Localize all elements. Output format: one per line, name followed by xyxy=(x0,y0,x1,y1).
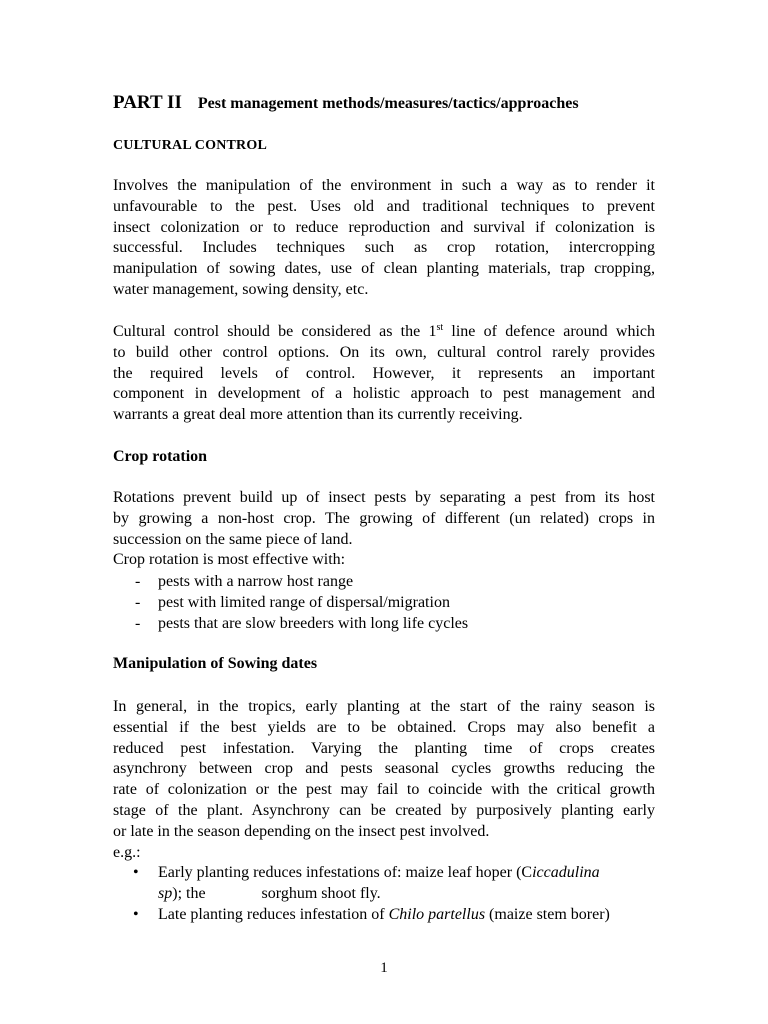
species-abbrev: sp xyxy=(158,884,173,902)
bullet-text: (maize stem borer) xyxy=(485,905,610,923)
paragraph-line: Involves the manipulation of the environment in such a way as to render it xyxy=(113,177,655,194)
list-item-text: pests that are slow breeders with long life cycles xyxy=(158,614,469,632)
cultural-control-paragraph-1 xyxy=(113,176,655,301)
bullet-item xyxy=(113,863,655,905)
paragraph-line: warrants a great deal more attention than its currently receiving. xyxy=(113,406,523,424)
bullet-marker: • xyxy=(133,905,139,923)
cultural-control-paragraph-2 xyxy=(113,322,655,426)
bullet-text: Early planting reduces infestations of: maize leaf hoper (C xyxy=(158,864,533,881)
paragraph-line: successful. Includes techniques such as crop rotation, intercropping xyxy=(113,239,655,257)
dash-marker: - xyxy=(135,614,141,632)
paragraph-line: unfavourable to the pest. Uses old and traditional techniques to prevent xyxy=(113,197,655,215)
paragraph-text: line of defence around which xyxy=(443,323,655,340)
part-heading xyxy=(113,92,579,114)
eg-label: e.g.: xyxy=(113,843,141,861)
species-name: iccadulina xyxy=(532,864,600,881)
dash-marker: - xyxy=(135,593,141,611)
paragraph-line: reduced pest infestation. Varying the planting time of crops creates xyxy=(113,739,655,757)
part-title: Pest management methods/measures/tactics/approaches xyxy=(197,95,579,112)
paragraph-line xyxy=(113,322,655,343)
bullet-text: Late planting reduces infestation of xyxy=(158,905,389,923)
crop-rotation-heading: Crop rotation xyxy=(113,448,208,465)
bullet-item xyxy=(113,905,655,926)
crop-rotation-list xyxy=(113,572,468,634)
paragraph-line: asynchrony between crop and pests seasonal cycles growths reducing the xyxy=(113,760,655,778)
paragraph-line: or late in the season depending on the insect pest involved. xyxy=(113,822,490,840)
page-number: 1 xyxy=(380,960,388,976)
paragraph-line: the required levels of control. However, it represents an important xyxy=(113,364,655,382)
paragraph-line: Rotations prevent build up of insect pests by separating a pest from its host xyxy=(113,489,655,506)
paragraph-line: by growing a non-host crop. The growing of different (un related) crops in xyxy=(113,509,655,527)
paragraph-line: water management, sowing density, etc. xyxy=(113,280,369,298)
sowing-dates-paragraph xyxy=(113,697,655,863)
dash-marker: - xyxy=(135,573,141,590)
paragraph-line: succession on the same piece of land. xyxy=(113,530,353,548)
list-item xyxy=(113,614,468,635)
crop-rotation-paragraph xyxy=(113,488,655,571)
paragraph-line: insect colonization or to reduce reproduction and survival if colonization is xyxy=(113,218,655,236)
paragraph-line: In general, in the tropics, early planting at the start of the rainy season is xyxy=(113,698,655,715)
list-item xyxy=(113,593,468,614)
paragraph-line: manipulation of sowing dates, use of clean planting materials, trap cropping, xyxy=(113,260,655,278)
sowing-dates-bullets xyxy=(113,863,655,925)
paragraph-line: to build other control options. On its own, cultural control rarely provides xyxy=(113,343,655,361)
paragraph-line: rate of colonization or the pest may fail to coincide with the critical growth xyxy=(113,781,655,799)
list-item-text: pest with limited range of dispersal/migration xyxy=(158,593,450,611)
superscript-ordinal: st xyxy=(436,322,444,333)
list-item-text: pests with a narrow host range xyxy=(158,573,354,590)
paragraph-line: Crop rotation is most effective with: xyxy=(113,551,346,569)
paragraph-text: Cultural control should be considered as the 1 xyxy=(113,323,437,340)
bullet-text: ); the sorghum shoot fly. xyxy=(172,884,381,902)
bullet-marker: • xyxy=(133,864,139,881)
cultural-control-heading: CULTURAL CONTROL xyxy=(113,138,267,153)
species-name: Chilo partellus xyxy=(388,905,486,923)
paragraph-line: component in development of a holistic approach to pest management and xyxy=(113,385,655,403)
list-item xyxy=(113,572,468,593)
paragraph-line: stage of the plant. Asynchrony can be created by purposively planting early xyxy=(113,801,655,819)
part-label: PART II xyxy=(113,92,182,113)
sowing-dates-heading: Manipulation of Sowing dates xyxy=(113,655,318,672)
paragraph-line: essential if the best yields are to be obtained. Crops may also benefit a xyxy=(113,718,655,736)
